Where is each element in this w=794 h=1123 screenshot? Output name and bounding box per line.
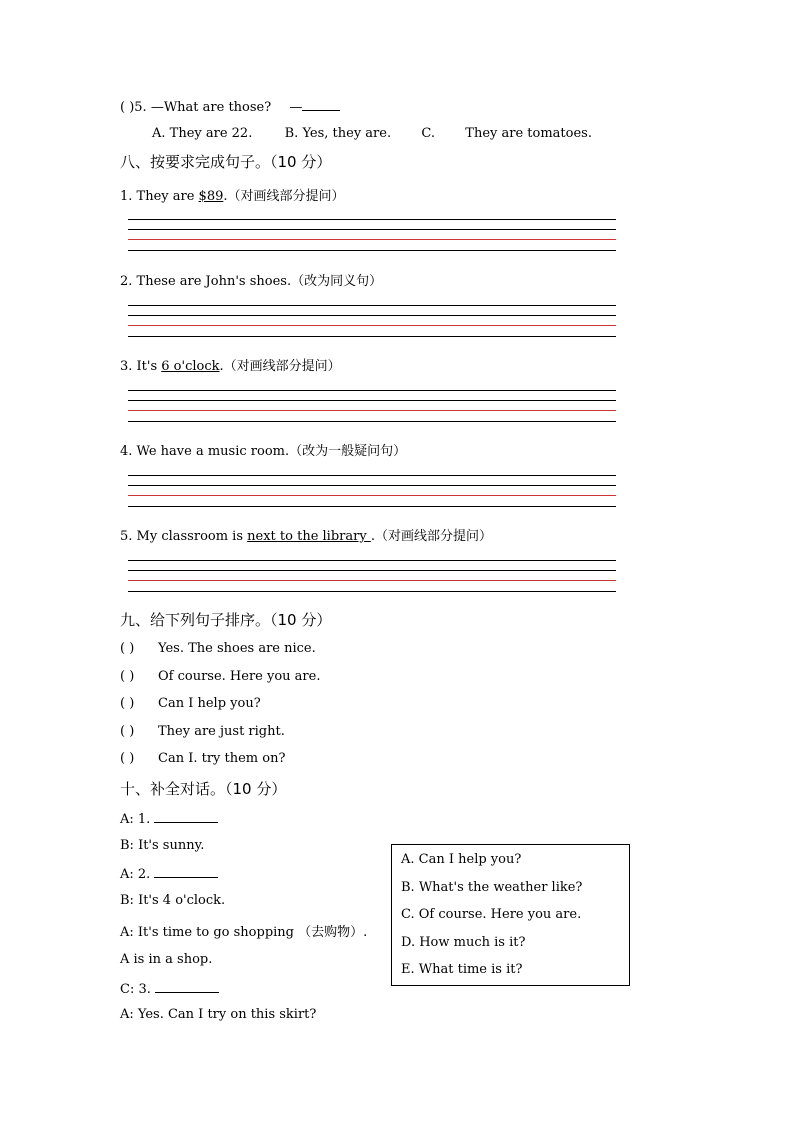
answer-dash: — bbox=[289, 100, 303, 115]
box-option-d: D. How much is it? bbox=[401, 935, 526, 950]
box-option-c: C. Of course. Here you are. bbox=[401, 907, 582, 922]
s9-item-text: They are just right. bbox=[158, 724, 285, 739]
dialogue-line-4: B: It's 4 o'clock. bbox=[120, 893, 226, 908]
s8-item-2 bbox=[120, 270, 382, 289]
s9-item-1 bbox=[120, 641, 316, 656]
s8-answer-lines-5[interactable] bbox=[128, 560, 616, 592]
dialogue-text: C: 3. bbox=[120, 982, 155, 997]
s9-item-2 bbox=[120, 669, 320, 684]
section-9-title: 九、给下列句子排序。（10 分） bbox=[120, 611, 332, 629]
answer-blank[interactable] bbox=[302, 98, 340, 111]
box-option-a: A. Can I help you? bbox=[401, 852, 522, 867]
option-b: B. Yes, they are. bbox=[284, 126, 392, 141]
dialogue-blank[interactable] bbox=[155, 980, 219, 993]
dialogue-line-2: B: It's sunny. bbox=[120, 838, 205, 853]
s8-item-instruction: .（对画线部分提问） bbox=[223, 189, 345, 204]
s8-item-3 bbox=[120, 355, 341, 374]
order-paren[interactable]: ( ) bbox=[120, 669, 135, 684]
s8-item-instruction: .（对画线部分提问） bbox=[219, 359, 341, 374]
order-paren[interactable]: ( ) bbox=[120, 751, 135, 766]
s8-answer-lines-2[interactable] bbox=[128, 305, 616, 337]
s8-item-1 bbox=[120, 185, 345, 204]
dialogue-line-3 bbox=[120, 865, 218, 882]
dialogue-text: A: 1. bbox=[120, 812, 155, 827]
dialogue-line-5: A: It's time to go shopping （去购物）. bbox=[120, 925, 368, 940]
s8-answer-lines-3[interactable] bbox=[128, 390, 616, 422]
dialogue-blank[interactable] bbox=[154, 865, 218, 878]
box-option-b: B. What's the weather like? bbox=[401, 880, 583, 895]
answer-paren: ( ) bbox=[120, 100, 135, 115]
s8-item-text: 2. These are John's shoes.（改为同义句） bbox=[120, 274, 383, 289]
dialogue-line-6: A is in a shop. bbox=[120, 952, 213, 967]
question-5-options bbox=[152, 126, 592, 141]
order-paren[interactable]: ( ) bbox=[120, 696, 135, 711]
s8-item-5 bbox=[120, 525, 492, 544]
s8-item-underlined: $89 bbox=[198, 189, 224, 204]
s8-item-4 bbox=[120, 440, 406, 459]
dialogue-line-7 bbox=[120, 980, 219, 997]
s9-item-text: Yes. The shoes are nice. bbox=[158, 641, 316, 656]
box-option-e: E. What time is it? bbox=[401, 962, 523, 977]
s8-item-underlined: next to the library bbox=[247, 529, 371, 544]
dialogue-blank[interactable] bbox=[154, 810, 218, 823]
s8-item-text: 1. They are bbox=[120, 189, 199, 204]
option-c-text: They are tomatoes. bbox=[465, 126, 592, 141]
s9-item-3 bbox=[120, 696, 261, 711]
s9-item-text: Can I help you? bbox=[158, 696, 261, 711]
dialogue-line-8: A: Yes. Can I try on this skirt? bbox=[120, 1007, 317, 1022]
s8-answer-lines-4[interactable] bbox=[128, 475, 616, 507]
s9-item-text: Can I. try them on? bbox=[158, 751, 286, 766]
s9-item-4 bbox=[120, 724, 285, 739]
s8-item-text: 5. My classroom is bbox=[120, 529, 248, 544]
options-box bbox=[391, 844, 630, 986]
s8-item-instruction: .（对画线部分提问） bbox=[370, 529, 492, 544]
section-10-title: 十、补全对话。（10 分） bbox=[120, 780, 287, 798]
s9-item-5 bbox=[120, 751, 285, 766]
question-5-stem bbox=[120, 98, 340, 115]
s8-item-text: 3. It's bbox=[120, 359, 162, 374]
option-c-letter: C. bbox=[421, 126, 435, 141]
s8-item-text: 4. We have a music room.（改为一般疑问句） bbox=[120, 444, 407, 459]
question-text: 5. —What are those? bbox=[134, 100, 272, 115]
order-paren[interactable]: ( ) bbox=[120, 724, 135, 739]
order-paren[interactable]: ( ) bbox=[120, 641, 135, 656]
s8-answer-lines-1[interactable] bbox=[128, 219, 616, 251]
dialogue-text: A: 2. bbox=[120, 867, 155, 882]
dialogue-line-1 bbox=[120, 810, 218, 827]
section-8-title: 八、按要求完成句子。（10 分） bbox=[120, 153, 332, 171]
s9-item-text: Of course. Here you are. bbox=[158, 669, 321, 684]
s8-item-underlined: 6 o'clock bbox=[161, 359, 220, 374]
option-a: A. They are 22. bbox=[152, 126, 253, 141]
